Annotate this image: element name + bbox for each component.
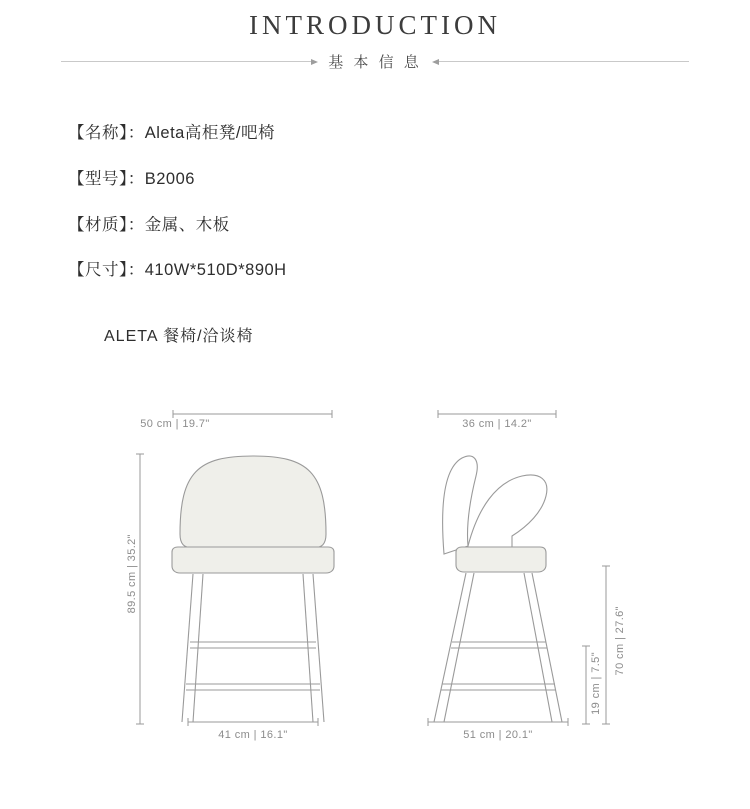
page-subtitle: 基 本 信 息 (328, 54, 422, 72)
front-left-dimension: 89.5 cm | 35.2" (126, 534, 138, 614)
spec-label: 【材质】： (68, 215, 145, 234)
side-top-dimension: 36 cm | 14.2" (462, 418, 532, 431)
spec-value: Aleta高柜凳/吧椅 (144, 124, 275, 143)
front-top-dimension: 50 cm | 19.7" (140, 418, 210, 431)
spec-row (68, 261, 750, 281)
side-right-inner-dimension: 19 cm | 7.5" (590, 652, 602, 716)
side-right-outer-dimension: 70 cm | 27.6" (614, 606, 626, 676)
divider-line-left (61, 61, 311, 62)
spec-value: B2006 (144, 169, 195, 188)
spec-row (68, 124, 750, 144)
spec-label: 【型号】： (68, 169, 145, 188)
arrow-right-icon (311, 59, 318, 65)
divider-line-right (439, 61, 689, 62)
spec-row (68, 170, 750, 190)
series-caption: ALETA 餐椅/洽谈椅 (104, 328, 254, 346)
spec-list (0, 124, 750, 281)
spec-row (68, 216, 750, 236)
header-divider (0, 51, 750, 72)
side-bottom-dimension: 51 cm | 20.1" (463, 729, 533, 742)
dimension-drawings (0, 384, 750, 744)
spec-value: 金属、木板 (144, 215, 230, 234)
front-view-drawing (110, 384, 370, 744)
spec-label: 【名称】： (68, 124, 145, 143)
spec-label: 【尺寸】： (68, 261, 145, 280)
front-bottom-dimension: 41 cm | 16.1" (218, 729, 288, 742)
arrow-left-icon (432, 59, 439, 65)
page-title: INTRODUCTION (249, 10, 501, 40)
page-header (0, 0, 750, 72)
spec-value: 410W*510D*890H (144, 261, 287, 280)
side-view-drawing (400, 384, 660, 744)
